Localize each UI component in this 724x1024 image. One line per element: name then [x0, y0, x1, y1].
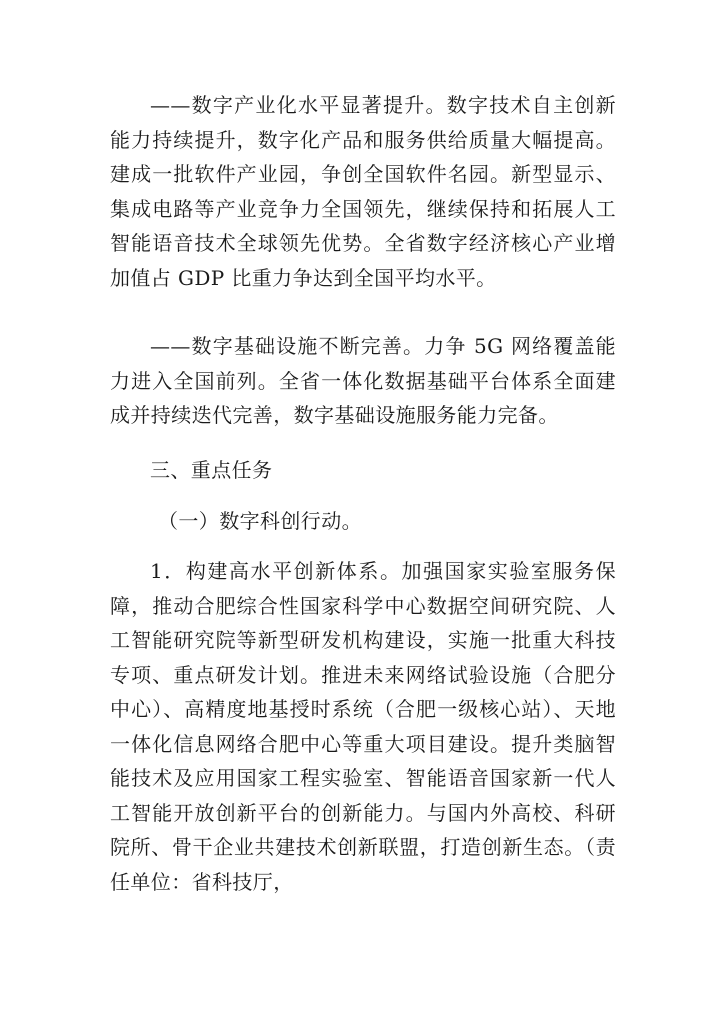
section-heading-key-tasks: 三、重点任务	[150, 458, 273, 482]
paragraph-digital-industrialization: ——数字产业化水平显著提升。数字技术自主创新能力持续提升，数字化产品和服务供给质量大幅提高。建成一批软件产业园，争创全国软件名园。新型显示、集成电路等产业竞争力全国领先，继续保持和拓展人工智能语音技术全球领先优势。全省数字经济核心产业增加值占 GDP 比重力争达到全国平均水平。	[110, 93, 616, 290]
sub-heading-digital-innovation: （一）数字科创行动。	[158, 509, 362, 533]
paragraph-innovation-system: 1．构建高水平创新体系。加强国家实验室服务保障，推动合肥综合性国家科学中心数据空间研究院、人工智能研究院等新型研发机构建设，实施一批重大科技专项、重点研发计划。推进未来网络试验设施（合肥分中心）、高精度地基授时系统（合肥一级核心站）、天地一体化信息网络合肥中心等重大项目建设。提升类脑智能技术及应用国家工程实验室、智能语音国家新一代人工智能开放创新平台的创新能力。与国内外高校、科研院所、骨干企业共建技术创新联盟，打造创新生态。（责任单位：省科技厅，	[110, 559, 616, 894]
paragraph-digital-infrastructure: ——数字基础设施不断完善。力争 5G 网络覆盖能力进入全国前列。全省一体化数据基础平台体系全面建成并持续迭代完善，数字基础设施服务能力完备。	[110, 334, 616, 427]
